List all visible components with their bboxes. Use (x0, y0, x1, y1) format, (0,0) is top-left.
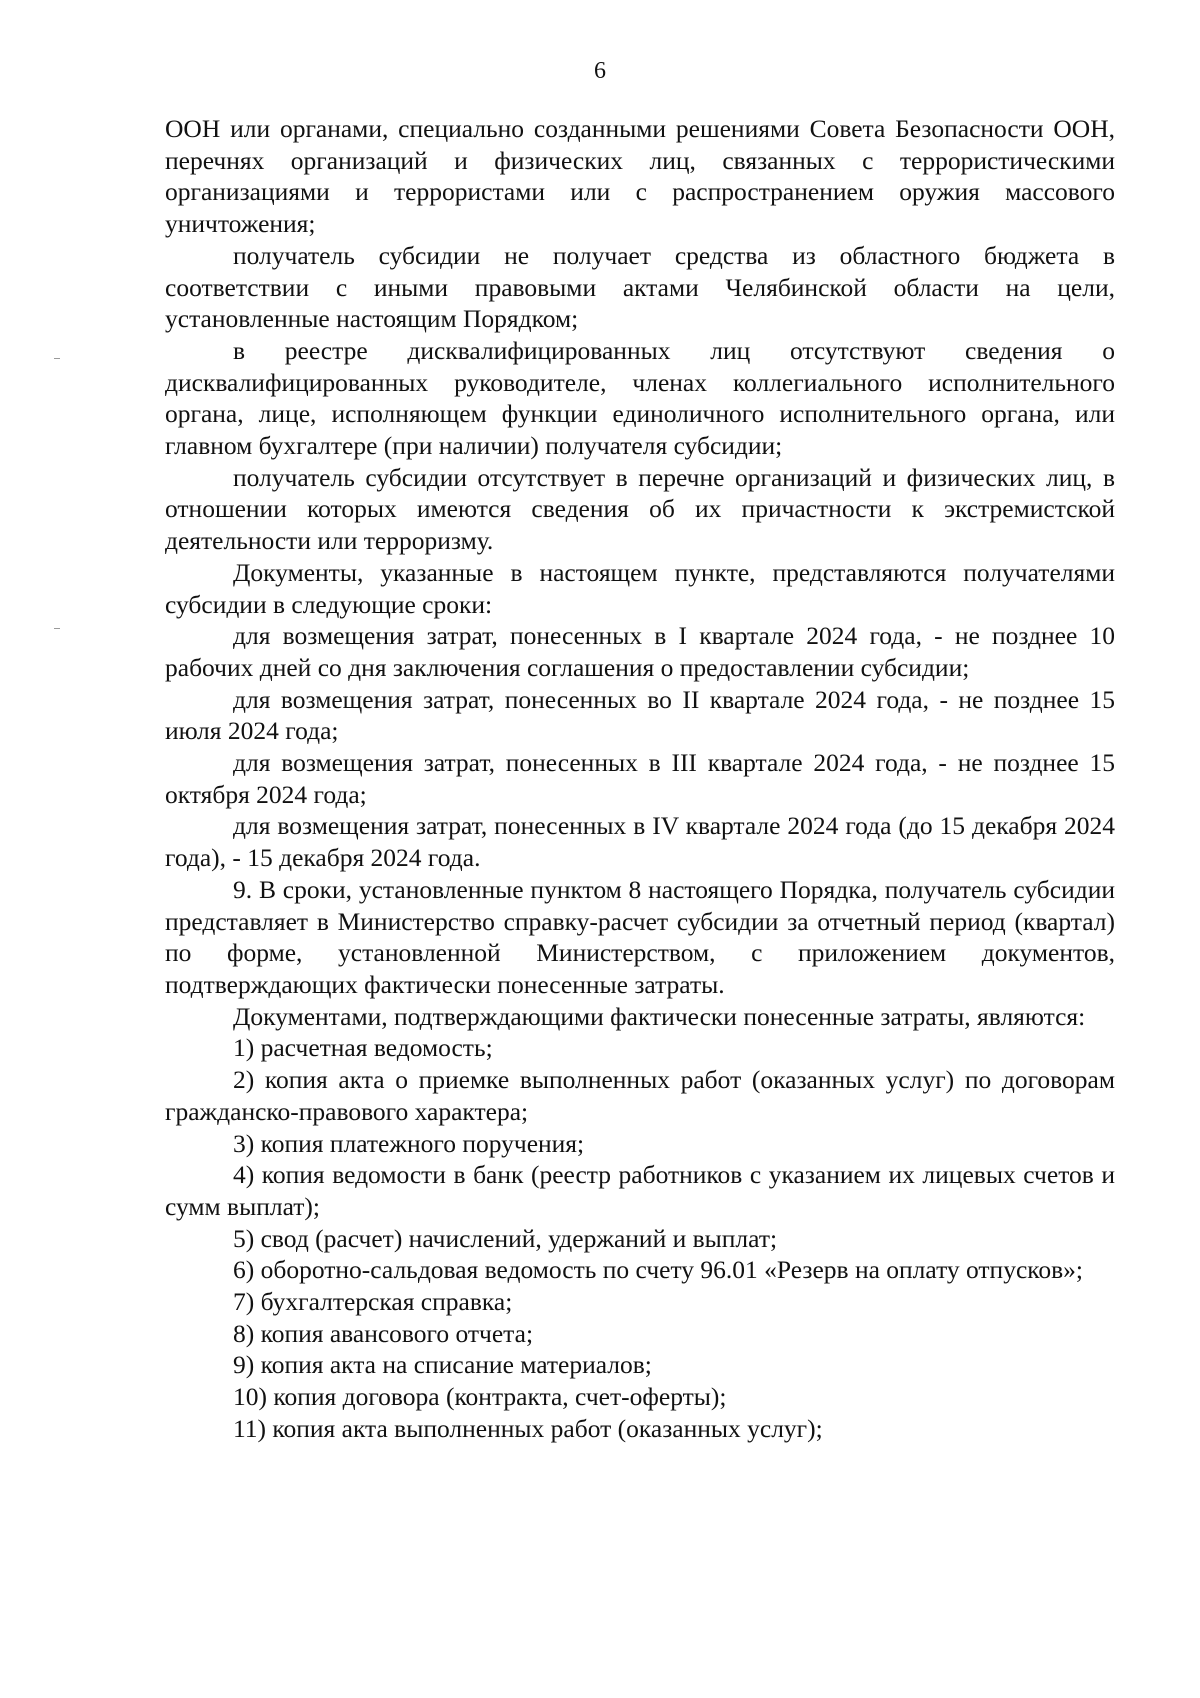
paragraph: получатель субсидии отсутствует в перечне организаций и физических лиц, в отношении которых имеются сведения об их причастности к экстремистской деятельности или терроризму. (165, 462, 1115, 556)
paragraph: для возмещения затрат, понесенных в IV квартале 2024 года (до 15 декабря 2024 года), - 15 декабря 2024 года. (165, 811, 1115, 873)
paragraph: для возмещения затрат, понесенных во II квартале 2024 года, - не позднее 15 июля 2024 года; (165, 684, 1115, 746)
document-body (165, 113, 1115, 1445)
paragraph: 9. В сроки, установленные пунктом 8 настоящего Порядка, получатель субсидии представляет в Министерство справку-расчет субсидии за отчетный период (квартал) по форме, установленной Министерством, с приложением документов, подтверждающих фактически понесенные затраты. (165, 874, 1115, 999)
list-item: 11) копия акта выполненных работ (оказанных услуг); (233, 1413, 823, 1443)
list-item: 7) бухгалтерская справка; (233, 1287, 513, 1317)
list-item: 9) копия акта на списание материалов; (233, 1350, 652, 1380)
list-item: 5) свод (расчет) начислений, удержаний и выплат; (233, 1223, 778, 1253)
list-item: 2) копия акта о приемке выполненных работ (оказанных услуг) по договорам гражданско-правового характера; (165, 1065, 1115, 1126)
list-item: 8) копия авансового отчета; (233, 1318, 534, 1348)
paragraph: в реестре дисквалифицированных лиц отсутствуют сведения о дисквалифицированных руководителе, членах коллегиального исполнительного органа, лице, исполняющем функции единоличного исполнительного органа, или главном бухгалтере (при наличии) получателя субсидии; (165, 335, 1115, 461)
paragraph: Документы, указанные в настоящем пункте, представляются получателями субсидии в следующие сроки: (165, 557, 1115, 619)
list-item: 10) копия договора (контракта, счет-оферты); (233, 1382, 727, 1412)
paragraph: для возмещения затрат, понесенных в III квартале 2024 года, - не позднее 15 октября 2024 года; (165, 748, 1115, 809)
scan-margin-mark (54, 628, 60, 629)
paragraph: для возмещения затрат, понесенных в I квартале 2024 года, - не позднее 10 рабочих дней со дня заключения соглашения о предоставлении субсидии; (165, 621, 1115, 682)
scan-margin-mark (54, 358, 60, 359)
list-item: 6) оборотно-сальдовая ведомость по счету 96.01 «Резерв на оплату отпусков»; (233, 1255, 1083, 1285)
paragraph: получатель субсидии не получает средства из областного бюджета в соответствии с иными правовыми актами Челябинской области на цели, установленные настоящим Порядком; (165, 240, 1115, 334)
list-item: 4) копия ведомости в банк (реестр работников с указанием их лицевых счетов и сумм выплат); (165, 1160, 1115, 1221)
list-item: 1) расчетная ведомость; (233, 1033, 493, 1063)
page-number: 6 (594, 58, 606, 84)
paragraph: ООН или органами, специально созданными решениями Совета Безопасности ООН, перечнях организаций и физических лиц, связанных с террористическими организациями и террористами или с распространением оружия массового уничтожения; (165, 114, 1115, 239)
paragraph: Документами, подтверждающими фактически понесенные затраты, являются: (233, 1001, 1086, 1031)
list-item: 3) копия платежного поручения; (233, 1128, 585, 1158)
